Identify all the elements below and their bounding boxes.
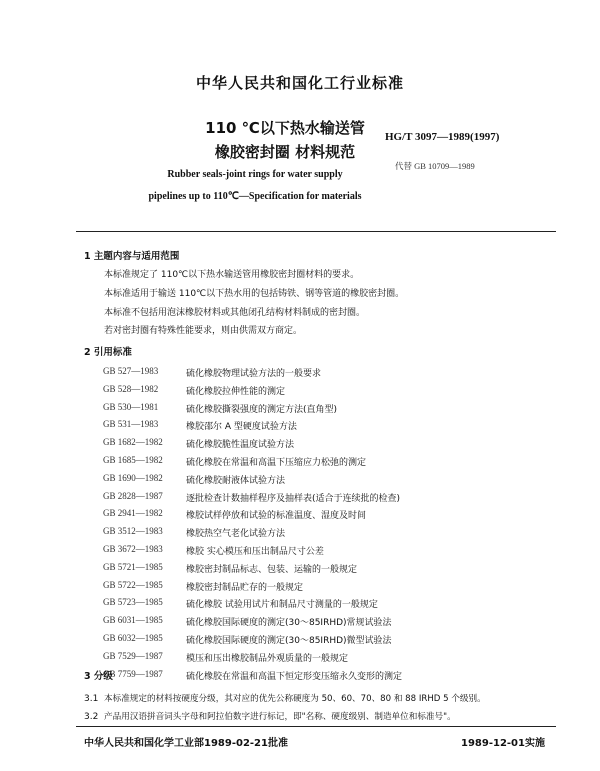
reference-code: GB 530—1981 bbox=[103, 401, 159, 412]
section-1-paragraph: 若对密封圈有特殊性能要求，则由供需双方商定。 bbox=[104, 326, 303, 336]
section-1-paragraph: 本标准不包括用泡沫橡胶材料或其他闭孔结构材料制成的密封圈。 bbox=[104, 308, 366, 318]
english-title-line-2: pipelines up to 110℃—Specification for materials bbox=[148, 191, 362, 202]
reference-code: GB 527—1983 bbox=[103, 366, 159, 376]
chinese-title-line-2: 橡胶密封圈 材料规范 bbox=[214, 143, 356, 161]
reference-title: 硫化橡胶脆性温度试验方法 bbox=[186, 440, 295, 451]
implementation-date: 1989-12-01实施 bbox=[461, 738, 545, 749]
reference-title: 硫化橡胶国际硬度的测定(30～85IRHD)常规试验法 bbox=[186, 618, 392, 629]
reference-code: GB 5722—1985 bbox=[103, 579, 163, 590]
reference-title: 硫化橡胶在常温和高温下压缩应力松弛的测定 bbox=[186, 458, 367, 468]
reference-code: GB 2828—1987 bbox=[103, 490, 163, 501]
reference-title: 硫化橡胶在常温和高温下恒定形变压缩永久变形的测定 bbox=[186, 671, 403, 682]
reference-code: GB 1685—1982 bbox=[103, 455, 163, 465]
english-title-line-1: Rubber seals-joint rings for water supply bbox=[167, 169, 343, 180]
reference-code: GB 7529—1987 bbox=[103, 650, 163, 661]
section-3-item bbox=[84, 692, 486, 704]
reference-title: 橡胶 实心模压和压出制品尺寸公差 bbox=[186, 547, 324, 557]
chinese-title bbox=[150, 116, 420, 164]
reference-code: GB 6032—1985 bbox=[103, 633, 163, 643]
industry-standard-header: 中华人民共和国化工行业标准 bbox=[195, 74, 404, 92]
section-3-item-text: 产品用汉语拼音词头字母和阿拉伯数字进行标记，即"名称、硬度级别、制造单位和标准号"。 bbox=[104, 712, 456, 722]
reference-title: 橡胶邵尔 A 型硬度试验方法 bbox=[186, 422, 297, 433]
reference-title: 硫化橡胶物理试验方法的一般要求 bbox=[186, 369, 322, 379]
reference-title: 硫化橡胶 试验用试片和制品尺寸测量的一般规定 bbox=[186, 600, 378, 611]
section-1-heading: 1 主题内容与适用范围 bbox=[84, 251, 180, 262]
reference-title: 硫化橡胶国际硬度的测定(30～85IRHD)微型试验法 bbox=[186, 636, 392, 646]
reference-code: GB 7759—1987 bbox=[103, 668, 163, 679]
reference-code: GB 3512—1983 bbox=[103, 526, 163, 537]
reference-code: GB 2941—1982 bbox=[103, 508, 163, 519]
section-3-heading: 3 分级 bbox=[84, 671, 113, 682]
reference-title: 橡胶热空气老化试验方法 bbox=[186, 529, 286, 540]
section-3-item-text: 本标准规定的材料按硬度分级，其对应的优先公称硬度为 50、60、70、80 和 88 IRHD 5 个级别。 bbox=[104, 694, 486, 704]
chinese-title-line-1: 110 ℃以下热水输送管 bbox=[205, 119, 365, 137]
reference-code: GB 528—1982 bbox=[103, 383, 159, 394]
section-3-item bbox=[84, 710, 456, 722]
reference-code: GB 1682—1982 bbox=[103, 437, 163, 448]
reference-code: GB 531—1983 bbox=[103, 419, 159, 430]
reference-title: 逐批检查计数抽样程序及抽样表(适合于连续批的检查) bbox=[186, 493, 401, 504]
reference-title: 橡胶密封制品贮存的一般规定 bbox=[186, 582, 304, 593]
section-3-item-number: 3.1 bbox=[84, 694, 99, 704]
reference-code: GB 6031—1985 bbox=[103, 615, 163, 626]
reference-title: 橡胶密封制品标志、包装、运输的一般规定 bbox=[186, 564, 358, 575]
replaces-standard: 代替 GB 10709—1989 bbox=[395, 161, 475, 171]
bottom-divider bbox=[76, 726, 556, 727]
reference-title: 模压和压出橡胶制品外观质量的一般规定 bbox=[186, 653, 349, 664]
section-3-item-number: 3.2 bbox=[84, 712, 99, 722]
approval-note: 中华人民共和国化学工业部1989-02-21批准 bbox=[84, 738, 288, 749]
reference-code: GB 5721—1985 bbox=[103, 561, 163, 572]
reference-title: 硫化橡胶拉伸性能的测定 bbox=[186, 386, 286, 397]
section-1-paragraph: 本标准规定了 110℃以下热水输送管用橡胶密封圈材料的要求。 bbox=[104, 270, 360, 280]
english-title bbox=[105, 164, 405, 208]
reference-title: 橡胶试样停放和试验的标准温度、湿度及时间 bbox=[186, 511, 367, 522]
section-1-paragraph: 本标准适用于输送 110℃以下热水用的包括铸铁、钢等管道的橡胶密封圈。 bbox=[104, 289, 405, 299]
reference-title: 硫化橡胶撕裂强度的测定方法(直角型) bbox=[186, 404, 338, 415]
top-divider bbox=[76, 231, 556, 232]
reference-title: 硫化橡胶耐液体试验方法 bbox=[186, 475, 286, 486]
reference-code: GB 3672—1983 bbox=[103, 544, 163, 554]
standard-number: HG/T 3097—1989(1997) bbox=[385, 131, 500, 143]
reference-code: GB 1690—1982 bbox=[103, 472, 163, 483]
reference-code: GB 5723—1985 bbox=[103, 597, 163, 608]
section-2-heading: 2 引用标准 bbox=[84, 347, 132, 358]
